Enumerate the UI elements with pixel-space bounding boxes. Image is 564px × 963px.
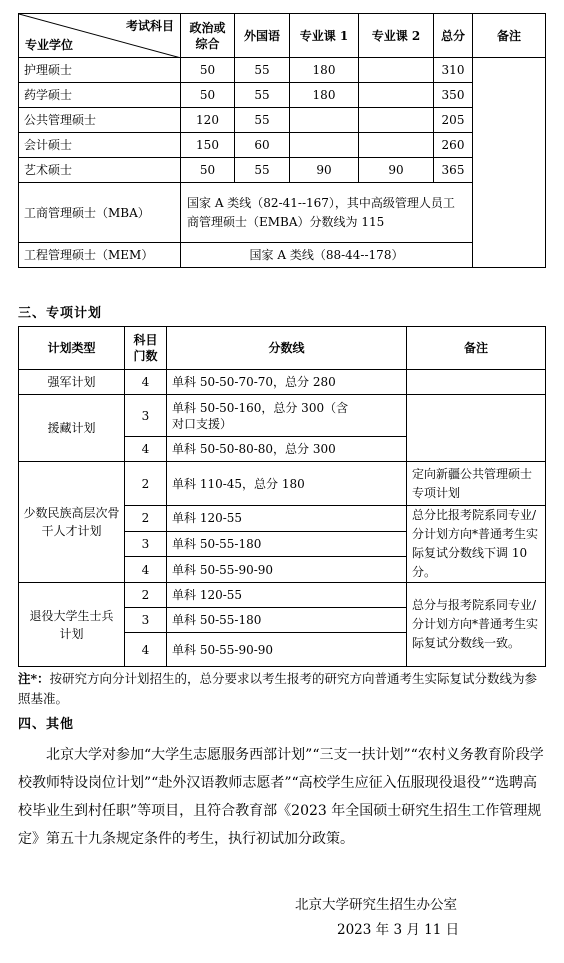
col-header-language: 外国语 (235, 14, 290, 58)
score-course2 (359, 133, 434, 158)
subject-count: 2 (125, 462, 167, 506)
remark-tuiyi: 总分与报考院系同专业/分计划方向*普通考生实际复试分数线一致。 (407, 583, 546, 667)
subject-count: 4 (125, 557, 167, 583)
table-row (19, 108, 546, 133)
footnote-text: 按研究方向分计划招生的，总分要求以考生报考的研究方向普通考生实际复试分数线为参照基准。 (18, 671, 538, 706)
remark-cell (473, 58, 546, 268)
plan-name-yuanzang: 援藏计划 (19, 395, 125, 462)
degree-name: 护理硕士 (19, 58, 181, 83)
score-total: 260 (434, 133, 473, 158)
score-politics: 50 (181, 158, 235, 183)
table-row (19, 133, 546, 158)
subject-count: 3 (125, 531, 167, 557)
degree-name-mba: 工商管理硕士（MBA） (19, 183, 181, 243)
remark-shaoshu: 总分比报考院系同专业/分计划方向*普通考生实际复试分数线下调 10 分。 (407, 506, 546, 583)
col-header-politics: 政治或综合 (181, 14, 235, 58)
score-language: 55 (235, 108, 290, 133)
score-total: 205 (434, 108, 473, 133)
remark-xinjiang: 定向新疆公共管理硕士专项计划 (407, 462, 546, 506)
score-course2 (359, 108, 434, 133)
table-row-mem (19, 243, 546, 268)
signature-org: 北京大学研究生招生办公室 (295, 897, 457, 913)
score-language: 55 (235, 58, 290, 83)
col-header-total: 总分 (434, 14, 473, 58)
degree-name: 会计硕士 (19, 133, 181, 158)
col-header-course2: 专业课 2 (359, 14, 434, 58)
score-language: 60 (235, 133, 290, 158)
score-total: 310 (434, 58, 473, 83)
header-exam-subject: 考试科目 (125, 19, 174, 33)
table-row (19, 370, 546, 395)
score-course2 (359, 58, 434, 83)
degree-name: 公共管理硕士 (19, 108, 181, 133)
mba-score-text: 国家 A 类线（82-41--167），其中高级管理人员工商管理硕士（EMBA）分数线为 115 (181, 183, 473, 243)
col-header-subject-count: 科目门数 (125, 327, 167, 370)
subject-count: 2 (125, 506, 167, 532)
subject-count: 4 (125, 370, 167, 395)
table-row (19, 395, 546, 437)
footnote-label: 注*： (18, 671, 50, 686)
score-line: 单科 50-55-90-90 (167, 557, 407, 583)
col-header-remark: 备注 (473, 14, 546, 58)
score-course1: 180 (290, 58, 359, 83)
table-row-mba (19, 183, 546, 243)
score-line: 单科 50-55-180 (167, 531, 407, 557)
score-politics: 50 (181, 83, 235, 108)
header-degree: 专业学位 (25, 38, 74, 52)
score-course1: 180 (290, 83, 359, 108)
score-total: 350 (434, 83, 473, 108)
degree-name-mem: 工程管理硕士（MEM） (19, 243, 181, 268)
score-course1 (290, 108, 359, 133)
plan-name-qiangjun: 强军计划 (19, 370, 125, 395)
table2-header-row (19, 327, 546, 370)
col-header-course1: 专业课 1 (290, 14, 359, 58)
score-line: 单科 50-55-90-90 (167, 633, 407, 667)
score-line: 单科 50-50-80-80，总分 300 (167, 437, 407, 462)
section3-heading: 三、专项计划 (18, 306, 103, 321)
table1-header-row (19, 14, 546, 58)
section4-heading: 四、其他 (18, 717, 75, 732)
score-total: 365 (434, 158, 473, 183)
score-course2 (359, 83, 434, 108)
score-table-professional (18, 13, 546, 268)
special-plan-table (18, 326, 546, 667)
score-line: 单科 50-50-160，总分 300（含对口支援） (167, 395, 407, 437)
score-line: 单科 50-55-180 (167, 608, 407, 633)
subject-count: 3 (125, 608, 167, 633)
plan-name-shaoshu: 少数民族高层次骨干人才计划 (19, 462, 125, 583)
table-row (19, 83, 546, 108)
other-paragraph: 北京大学对参加“大学生志愿服务西部计划”“三支一扶计划”“农村义务教育阶段学校教师特设岗位计划”“赴外汉语教师志愿者”“高校学生应征入伍服现役退役”“选聘高校毕业生到村任职”等项目，且符合教育部《2023 年全国硕士研究生招生工作管理规定》第五十九条规定条件的考生，执行初试加分政策。 (18, 747, 544, 847)
remark-cell (407, 395, 546, 462)
subject-count: 2 (125, 583, 167, 608)
mem-score-text: 国家 A 类线（88-44--178） (181, 243, 473, 268)
degree-name: 艺术硕士 (19, 158, 181, 183)
col-header-score-line: 分数线 (167, 327, 407, 370)
degree-name: 药学硕士 (19, 83, 181, 108)
score-language: 55 (235, 158, 290, 183)
subject-count: 3 (125, 395, 167, 437)
score-course2: 90 (359, 158, 434, 183)
plan-name-tuiyi: 退役大学生士兵计划 (19, 583, 125, 667)
remark-cell (407, 370, 546, 395)
subject-count: 4 (125, 633, 167, 667)
table-row (19, 462, 546, 506)
score-politics: 50 (181, 58, 235, 83)
score-politics: 150 (181, 133, 235, 158)
table-row (19, 158, 546, 183)
table-row (19, 58, 546, 83)
score-line: 单科 120-55 (167, 583, 407, 608)
footnote (18, 669, 546, 709)
diagonal-header-cell (19, 14, 181, 58)
score-line: 单科 120-55 (167, 506, 407, 532)
col-header-plan-type: 计划类型 (19, 327, 125, 370)
score-language: 55 (235, 83, 290, 108)
signature-date: 2023 年 3 月 11 日 (337, 922, 460, 938)
score-course1: 90 (290, 158, 359, 183)
col-header-remark: 备注 (407, 327, 546, 370)
score-politics: 120 (181, 108, 235, 133)
score-line: 单科 50-50-70-70，总分 280 (167, 370, 407, 395)
table-row (19, 583, 546, 608)
subject-count: 4 (125, 437, 167, 462)
score-line: 单科 110-45，总分 180 (167, 462, 407, 506)
score-course1 (290, 133, 359, 158)
